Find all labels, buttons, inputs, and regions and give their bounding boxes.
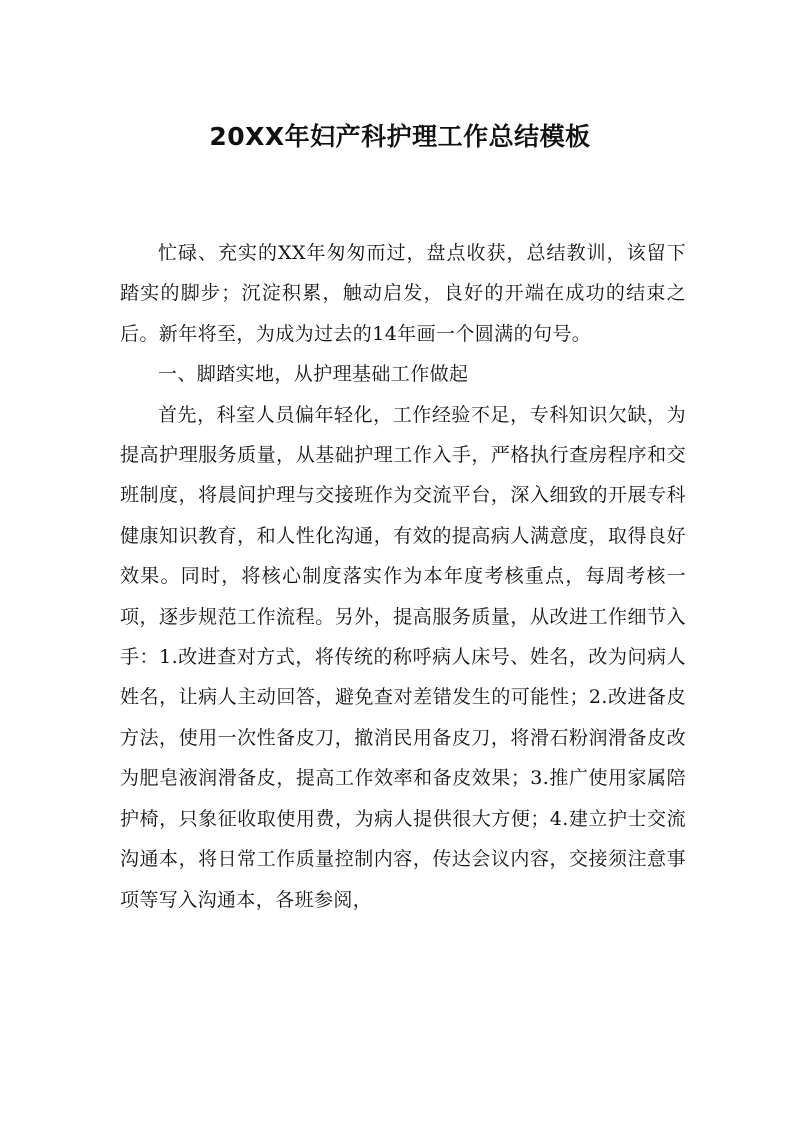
page-title: 20XX年妇产科护理工作总结模板 [209, 121, 591, 151]
section-heading: 一、脚踏实地，从护理基础工作做起 [158, 363, 469, 386]
body-paragraph: 首先，科室人员偏年轻化，工作经验不足，专科知识欠缺，为提高护理服务质量，从基础护理工作入手，严格执行查房程序和交班制度，将晨间护理与交接班作为交流平台，深入细致的开展专科健康知识教育，和人性化沟通，有效的提高病人满意度，取得良好效果。同时，将核心制度落实作为本年度考核重点，每周考核一项，逐步规范工作流程。另外，提高服务质量，从改进工作细节入手：1.改进查对方式，将传统的称呼病人床号、姓名，改为问病人姓名，让病人主动回答，避免查对差错发生的可能性；2.改进备皮方法，使用一次性备皮刀，撤消民用备皮刀，将滑石粉润滑备皮改为肥皂液润滑备皮，提高工作效率和备皮效果；3.推广使用家属陪护椅，只象征收取使用费，为病人提供很大方便；4.建立护士交流沟通本，将日常工作质量控制内容，传达会议内容，交接须注意事项等写入沟通本，各班参阅， [120, 403, 686, 911]
intro-paragraph: 忙碌、充实的XX年匆匆而过，盘点收获，总结教训，该留下踏实的脚步；沉淀积累，触动启发，良好的开端在成功的结束之后。新年将至，为成为过去的14年画一个圆满的句号。 [120, 242, 686, 345]
document-body [120, 233, 686, 920]
